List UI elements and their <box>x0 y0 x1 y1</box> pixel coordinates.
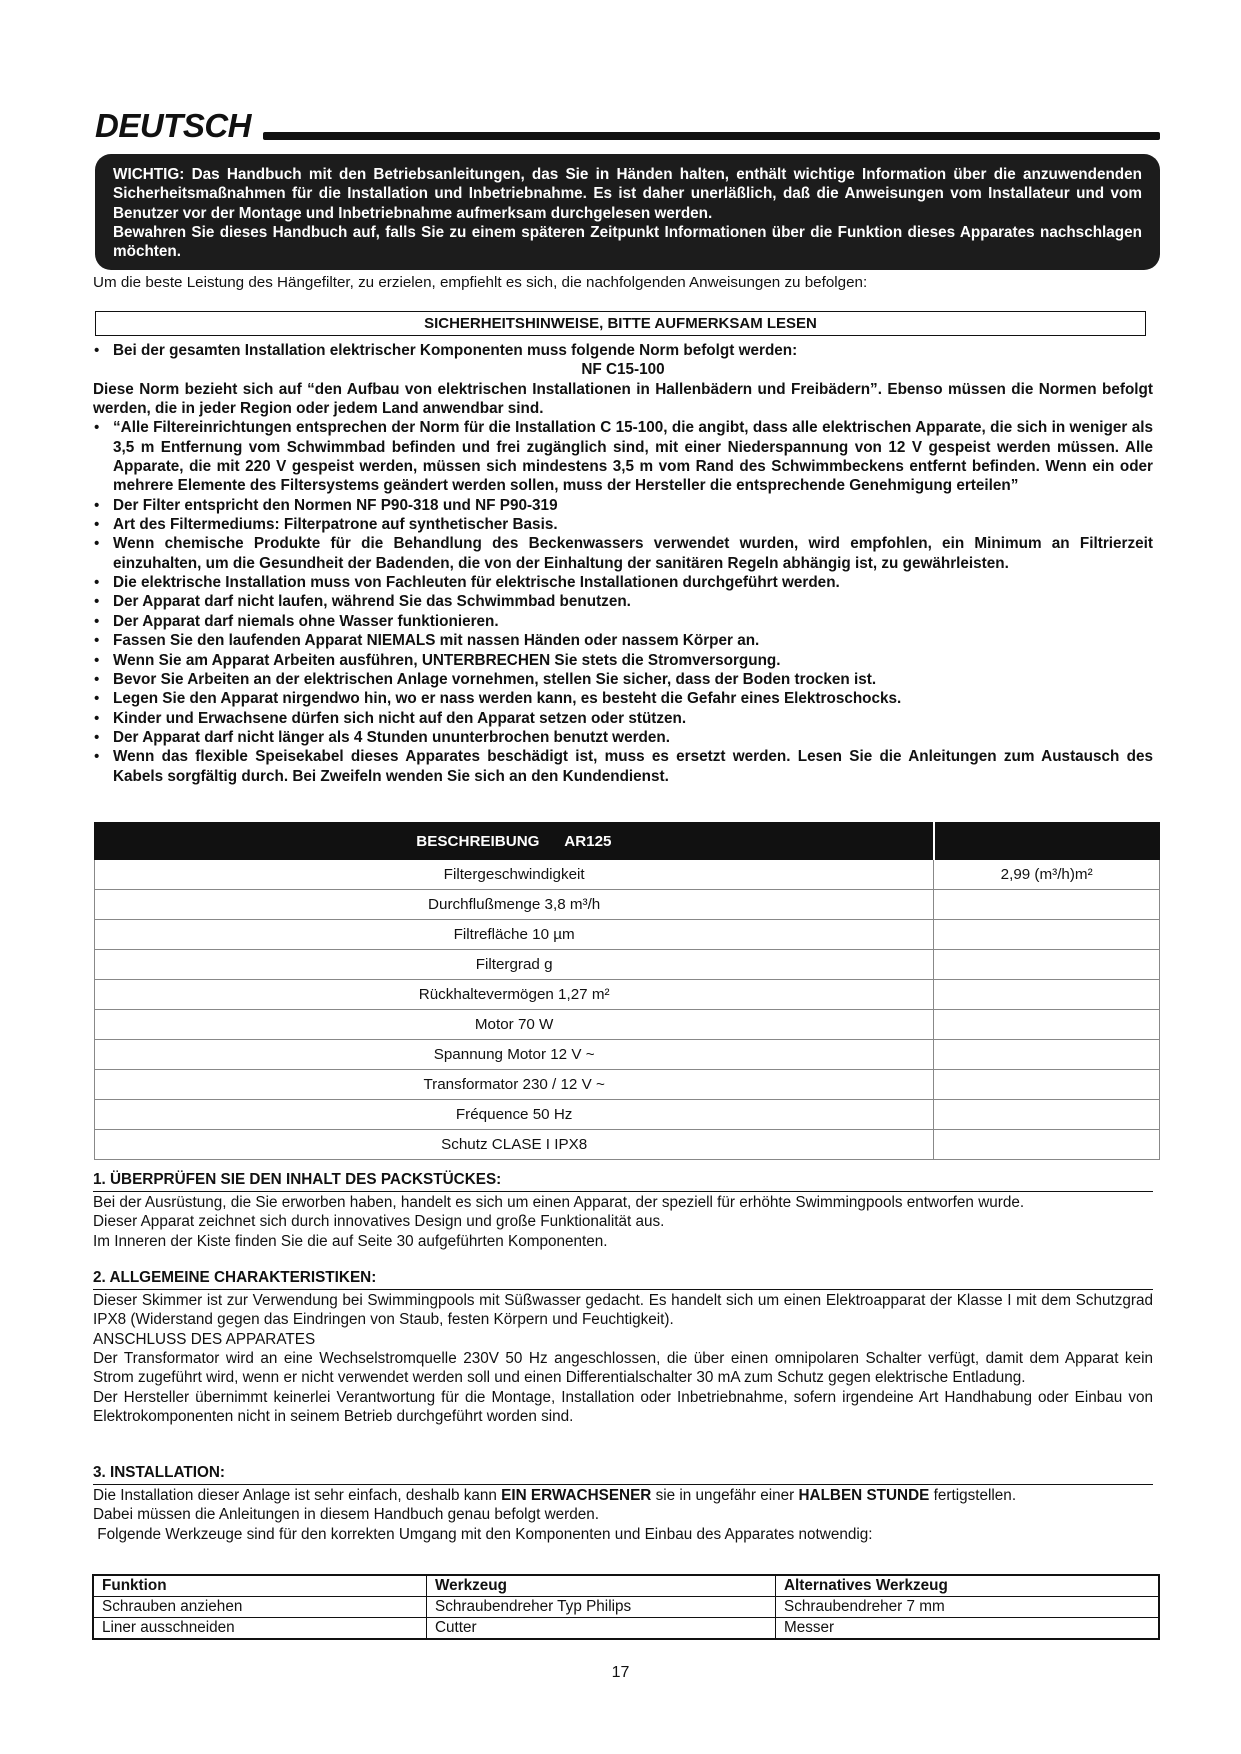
keep-manual-notice: Bewahren Sie dieses Handbuch auf, falls Sie zu einem späteren Zeitpunkt Informationen über die Funktion dieses Apparates nachschlagen möchten. <box>113 223 1142 261</box>
description-row <box>95 1070 1160 1100</box>
half-hour-emphasis: HALBEN STUNDE <box>798 1487 930 1504</box>
safety-bullet: • Wenn chemische Produkte für die Behandlung des Beckenwassers verwendet wurden, wird empfohlen, ein Minimum an Filtrierzeit einzuhalten, um die Gesundheit der Badenden, die von der Einhaltung der sanitären Regeln abhängig ist, zu gewährleisten. <box>93 534 1153 573</box>
description-row <box>95 1100 1160 1130</box>
intro-text: Um die beste Leistung des Hängefilter, zu erzielen, empfiehlt es sich, die nachfolgenden Anweisungen zu befolgen: <box>93 274 868 291</box>
spec-value <box>934 1010 1160 1040</box>
spec-label: Schutz CLASE I IPX8 <box>95 1130 934 1160</box>
spec-label: Transformator 230 / 12 V ~ <box>95 1070 934 1100</box>
safety-bullet: • Kinder und Erwachsene dürfen sich nicht auf den Apparat setzen oder stützen. <box>93 709 1153 728</box>
alternative-tool-cell: Messer <box>776 1618 1160 1640</box>
safety-bullet: • Der Filter entspricht den Normen NF P90-318 und NF P90-319 <box>93 496 1153 515</box>
header-rule <box>263 132 1160 140</box>
column-header-function: Funktion <box>93 1575 427 1597</box>
description-row <box>95 950 1160 980</box>
section-1-paragraph: Dieser Apparat zeichnet sich durch innovatives Design und große Funktionalität aus. <box>93 1213 665 1231</box>
spec-value <box>934 1040 1160 1070</box>
language-title: DEUTSCH <box>95 107 252 144</box>
one-adult-emphasis: EIN ERWACHSENER <box>501 1487 652 1504</box>
safety-bullet: • Wenn das flexible Speisekabel dieses Apparates beschädigt ist, muss es ersetzt werden. Lesen Sie die Anleitungen zum Austausch des Kabels sorgfältig durch. Bei Zweifeln wenden Sie sich an den Kundendienst. <box>93 747 1153 786</box>
tool-cell: Schraubendreher Typ Philips <box>427 1597 776 1618</box>
safety-bullet: • “Alle Filtereinrichtungen entsprechen der Norm für die Installation C 15-100, die angibt, dass alle elektrischen Apparate, die sich in weniger als 3,5 m Entfernung vom Schwimmbad befinden und frei zugänglich sind, mit einer Niederspannung von 12 V gespeist werden müssen. Alle Apparate, die mit 220 V gespeist werden, müssen sich mindestens 3,5 m vom Rand des Schwimmbeckens entfernt befinden. Wenn ein oder mehrere Elemente des Filtersystems geändert werden sollen, muss der Hersteller die entsprechende Genehmigung erteilen” <box>93 418 1153 495</box>
tools-table-header <box>93 1575 1159 1597</box>
spec-value <box>934 890 1160 920</box>
spec-value <box>934 950 1160 980</box>
section-2-title: 2. ALLGEMEINE CHARAKTERISTIKEN: <box>93 1268 1153 1290</box>
spec-label: Spannung Motor 12 V ~ <box>95 1040 934 1070</box>
description-row <box>95 920 1160 950</box>
safety-bullet: • Wenn Sie am Apparat Arbeiten ausführen, UNTERBRECHEN Sie stets die Stromversorgung. <box>93 651 1153 670</box>
safety-bullet-norm: • Bei der gesamten Installation elektrischer Komponenten muss folgende Norm befolgt werden: <box>93 341 1153 360</box>
important-notice-box <box>95 154 1160 270</box>
description-row <box>95 860 1160 890</box>
tools-table <box>92 1574 1160 1640</box>
spec-value <box>934 920 1160 950</box>
section-1-paragraph: Bei der Ausrüstung, die Sie erworben haben, handelt es sich um einen Apparat, der speziell für erhöhte Swimmingpools entworfen wurde. <box>93 1194 1025 1211</box>
description-row <box>95 1040 1160 1070</box>
description-row <box>95 890 1160 920</box>
safety-bullet: • Der Apparat darf nicht länger als 4 Stunden ununterbrochen benutzt werden. <box>93 728 1153 747</box>
section-3-paragraph: Folgende Werkzeuge sind für den korrekten Umgang mit den Komponenten und Einbau des Apparates notwendig: <box>93 1525 873 1543</box>
safety-bullet: • Bevor Sie Arbeiten an der elektrischen Anlage vornehmen, stellen Sie sicher, dass der Boden trocken ist. <box>93 670 1153 689</box>
section-3-body <box>93 1486 1153 1544</box>
section-2-paragraph: Dieser Skimmer ist zur Verwendung bei Swimmingpools mit Süßwasser gedacht. Es handelt sich um einen Elektroapparat der Klasse I mit dem Schutzgrad IPX8 (Widerstand gegen das Eindringen von Staub, festen Körpern und Feuchtigkeit). <box>93 1292 1153 1329</box>
spec-value <box>934 1070 1160 1100</box>
important-notice-text: WICHTIG: Das Handbuch mit den Betriebsanleitungen, das Sie in Händen halten, enthält wichtige Information über die anzuwendenden Sicherheitsmaßnahmen für die Installation und Inbetriebnahme. Es ist daher unerläßlich, daß die Anweisungen vom Installateur und vom Benutzer vor der Montage und Inbetriebnahme aufmerksam durchgelesen werden. <box>113 166 1142 222</box>
tool-cell: Cutter <box>427 1618 776 1640</box>
spec-value <box>934 1100 1160 1130</box>
table-row <box>93 1597 1159 1618</box>
connection-subheading: ANSCHLUSS DES APPARATES <box>93 1330 316 1348</box>
section-3-paragraph: Die Installation dieser Anlage ist sehr einfach, deshalb kann EIN ERWACHSENER sie in ungefähr einer HALBEN STUNDE fertigstellen. <box>93 1487 1017 1504</box>
safety-bullet: • Die elektrische Installation muss von Fachleuten für elektrische Installationen durchgeführt werden. <box>93 573 1153 592</box>
alternative-tool-cell: Schraubendreher 7 mm <box>776 1597 1160 1618</box>
function-cell: Liner ausschneiden <box>93 1618 427 1640</box>
function-cell: Schrauben anziehen <box>93 1597 427 1618</box>
description-table-header <box>95 823 1160 860</box>
safety-instructions <box>93 341 1153 786</box>
section-2-body <box>93 1291 1153 1426</box>
section-2-paragraph: Der Hersteller übernimmt keinerlei Verantwortung für die Montage, Installation oder Inbetriebnahme, sofern irgendeine Art Handhabung oder Einbau von Elektrokomponenten nicht in seinem Betrieb durchgeführt worden sind. <box>93 1388 1153 1426</box>
description-row <box>95 1010 1160 1040</box>
spec-label: Motor 70 W <box>95 1010 934 1040</box>
page-number: 17 <box>611 1664 630 1681</box>
safety-bullet: • Fassen Sie den laufenden Apparat NIEMALS mit nassen Händen oder nassem Körper an. <box>93 631 1153 650</box>
safety-bullet: • Der Apparat darf niemals ohne Wasser funktionieren. <box>93 612 1153 631</box>
safety-heading: SICHERHEITSHINWEISE, BITTE AUFMERKSAM LESEN <box>95 311 1146 336</box>
safety-bullet: • Legen Sie den Apparat nirgendwo hin, wo er nass werden kann, es besteht die Gefahr eines Elektroschocks. <box>93 689 1153 708</box>
description-header-value <box>934 823 1160 860</box>
spec-label: Fréquence 50 Hz <box>95 1100 934 1130</box>
section-1-body <box>93 1193 1153 1251</box>
spec-label: Durchflußmenge 3,8 m³/h <box>95 890 934 920</box>
spec-label: Filtergrad g <box>95 950 934 980</box>
spec-value <box>934 1130 1160 1160</box>
description-header-label: BESCHREIBUNG AR125 <box>95 823 934 860</box>
section-2-paragraph: Der Transformator wird an eine Wechselstromquelle 230V 50 Hz angeschlossen, die über einen omnipolaren Schalter verfügt, damit dem Apparat kein Strom zugeführt wird, wenn er nicht verwendet werden soll und einen Differentialschalter 30 mA zum Schutz gegen elektrische Entladung. <box>93 1350 1153 1387</box>
section-1-title: 1. ÜBERPRÜFEN SIE DEN INHALT DES PACKSTÜCKES: <box>93 1170 1153 1192</box>
section-1-paragraph: Im Inneren der Kiste finden Sie die auf Seite 30 aufgeführten Komponenten. <box>93 1232 608 1250</box>
column-header-tool: Werkzeug <box>427 1575 776 1597</box>
spec-label: Filtrefläche 10 µm <box>95 920 934 950</box>
safety-bullet: • Der Apparat darf nicht laufen, während Sie das Schwimmbad benutzen. <box>93 592 1153 611</box>
description-row <box>95 980 1160 1010</box>
section-3-paragraph: Dabei müssen die Anleitungen in diesem Handbuch genau befolgt werden. <box>93 1506 599 1524</box>
description-table <box>94 822 1160 1160</box>
norm-description: Diese Norm bezieht sich auf “den Aufbau von elektrischen Installationen in Hallenbädern und Freibädern”. Ebenso müssen die Normen befolgt werden, die in jeder Region oder jedem Land anwendbar sind. <box>93 380 1153 418</box>
spec-value: 2,99 (m³/h)m² <box>934 860 1160 890</box>
table-row <box>93 1618 1159 1640</box>
section-3-title: 3. INSTALLATION: <box>93 1463 1153 1485</box>
spec-label: Rückhaltevermögen 1,27 m² <box>95 980 934 1010</box>
description-row <box>95 1130 1160 1160</box>
spec-label: Filtergeschwindigkeit <box>95 860 934 890</box>
norm-code: NF C15-100 <box>581 361 665 379</box>
language-header <box>95 106 1160 146</box>
safety-bullet: • Art des Filtermediums: Filterpatrone auf synthetischer Basis. <box>93 515 1153 534</box>
column-header-alternative-tool: Alternatives Werkzeug <box>776 1575 1160 1597</box>
spec-value <box>934 980 1160 1010</box>
